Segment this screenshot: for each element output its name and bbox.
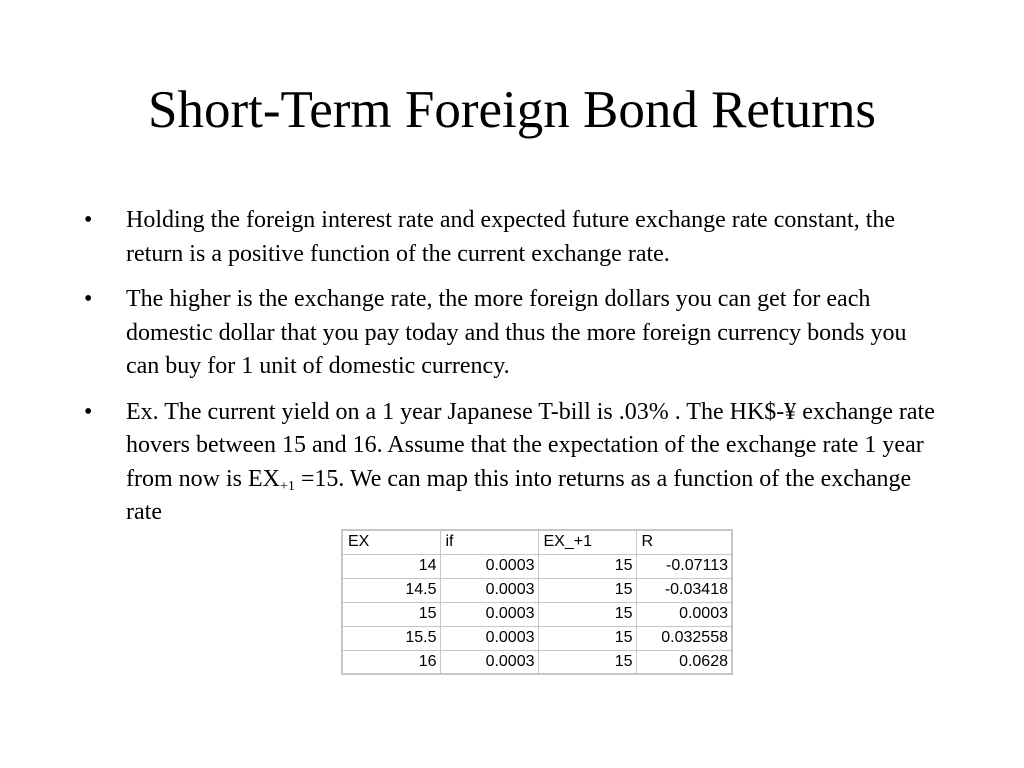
table-cell: 15 xyxy=(342,602,440,626)
table-cell: 15 xyxy=(538,650,636,674)
table-cell: 0.0003 xyxy=(440,626,538,650)
slide-title: Short-Term Foreign Bond Returns xyxy=(148,81,876,139)
bullet-text-part: Ex. The current yield on a 1 year Japanese T-bill is .03% . The HK$-¥ exchange rate hovers between 15 and 16. Assume that the expectation of the exchange rate 1 year from now is EX xyxy=(126,398,935,492)
bullet-list xyxy=(84,204,944,542)
bullet-text: The higher is the exchange rate, the more foreign dollars you can get for each domestic dollar that you pay today and thus the more foreign currency bonds you can buy for 1 unit of domestic currency. xyxy=(126,286,907,379)
table-cell: 0.0003 xyxy=(440,602,538,626)
table-cell: 15 xyxy=(538,626,636,650)
header-cell-if: if xyxy=(440,530,538,554)
header-cell-ex: EX xyxy=(342,530,440,554)
table-row xyxy=(342,554,732,578)
table-cell: -0.03418 xyxy=(636,578,732,602)
table-cell: 16 xyxy=(342,650,440,674)
table-cell: 15 xyxy=(538,554,636,578)
table-cell: 0.0003 xyxy=(440,650,538,674)
bullet-item xyxy=(84,283,944,384)
bullet-dot-icon: • xyxy=(84,286,93,312)
table-cell: 14 xyxy=(342,554,440,578)
bullet-text-part: =15. We can map this into returns as a function of the exchange rate xyxy=(126,465,912,525)
table-row xyxy=(342,602,732,626)
table-cell: 14.5 xyxy=(342,578,440,602)
table-row xyxy=(342,626,732,650)
table-cell: 0.0003 xyxy=(440,578,538,602)
bullet-text: Holding the foreign interest rate and expected future exchange rate constant, the return is a positive function of the current exchange rate. xyxy=(126,207,896,267)
returns-table xyxy=(341,529,733,675)
subscript: +1 xyxy=(279,478,295,494)
table-row xyxy=(342,650,732,674)
bullet-item xyxy=(84,396,944,530)
table-cell: 15.5 xyxy=(342,626,440,650)
bullet-dot-icon: • xyxy=(84,207,93,233)
table-cell: 0.0628 xyxy=(636,650,732,674)
table-cell: 0.032558 xyxy=(636,626,732,650)
table-cell: 0.0003 xyxy=(440,554,538,578)
header-cell-r: R xyxy=(636,530,732,554)
table-cell: -0.07113 xyxy=(636,554,732,578)
table-row xyxy=(342,578,732,602)
table-cell: 15 xyxy=(538,578,636,602)
header-cell-ex-plus-1: EX_+1 xyxy=(538,530,636,554)
bullet-item xyxy=(84,204,944,271)
table-header-row xyxy=(342,530,732,554)
table-cell: 15 xyxy=(538,602,636,626)
table-cell: 0.0003 xyxy=(636,602,732,626)
bullet-dot-icon: • xyxy=(84,398,93,425)
bullet-text xyxy=(126,399,935,526)
